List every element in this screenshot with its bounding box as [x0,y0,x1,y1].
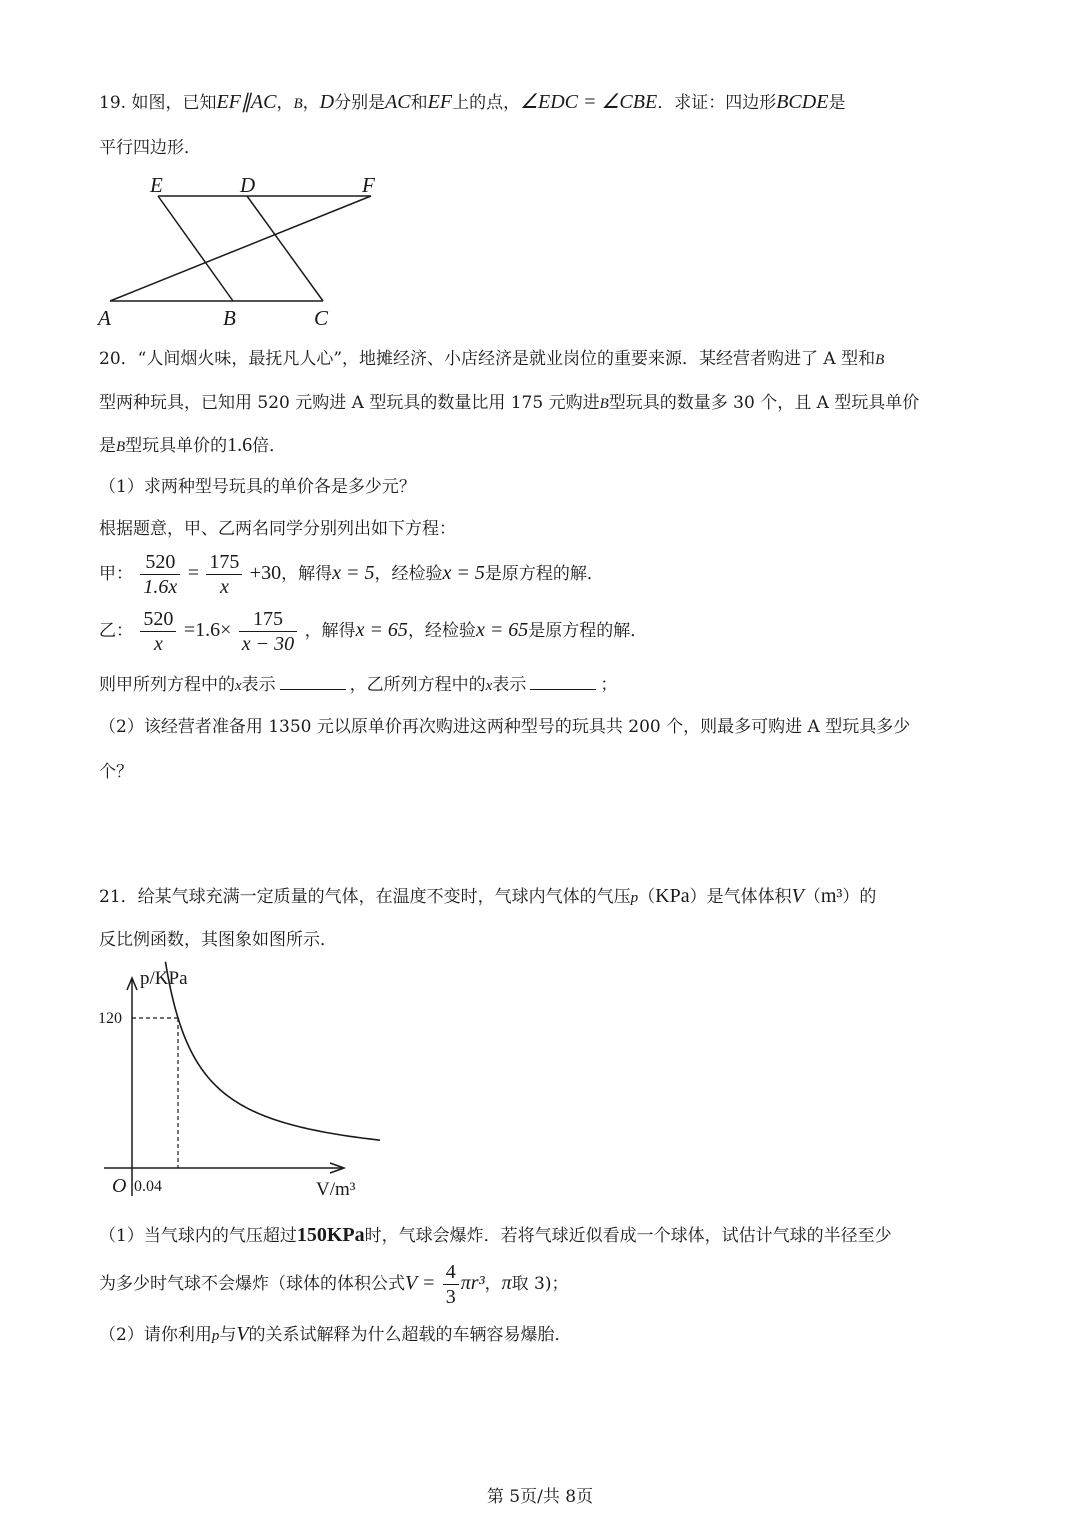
q20-fill-blanks: 则甲所列方程中的x表示 ，乙所列方程中的x表示 ； [99,675,618,695]
segment-EB [158,196,233,301]
label-D: D [240,173,256,197]
y-axis-label: p/KPa [140,968,188,989]
q20-line-1: 20．“人间烟火味，最抚凡人心”，地摊经济、小店经济是就业岗位的重要来源．某经营者购进了 A 型和B [99,349,885,369]
answer-blank-1[interactable] [280,675,346,690]
q21-part-2: （2）请你利用p与V的关系试解释为什么超载的车辆容易爆胎． [99,1323,572,1345]
x-tick-label: 0.04 [134,1178,162,1195]
page-footer: 第 5页/共 8页 [486,1487,594,1507]
label-B: B [223,306,236,330]
segment-AF [110,196,371,301]
q20-jia-equation: 甲： $\frac{520}{1.6x}$ = $\frac{175}{x}$ +30，解得x = 5，经检验x = 5是原方程的解． [99,551,604,598]
q21-part-1-line-2: 为多少时气球不会爆炸（球体的体积公式V = $\frac{4}{3}$ πr³，π取 3)； [99,1261,569,1308]
q20-part-1: （1）求两种型号玩具的单价各是多少元？ [99,477,416,497]
q20-line-2: 型两种玩具，已知用 520 元购进 A 型玩具的数量比用 175 元购进B型玩具的数量多 30 个，且 A 型玩具单价 [99,393,920,413]
x-axis-label: V/m³ [316,1179,356,1200]
origin-label: O [112,1175,127,1197]
inverse-proportion-curve [165,962,380,1165]
q21-line-2: 反比例函数，其图象如图所示． [99,930,337,950]
q19-line-2: 平行四边形． [99,138,201,158]
q21-part-1-line-1: （1）当气球内的气压超过150KPa时，气球会爆炸．若将气球近似看成一个球体，试估计气球的半径至少 [99,1224,892,1246]
q21-line-1: 21．给某气球充满一定质量的气体，在温度不变时，气球内气体的气压p（KPa）是气体体积V（m³）的 [99,885,877,907]
answer-blank-2[interactable] [530,675,596,690]
q19-figure [90,168,400,333]
q20-part-2-line-1: （2）该经营者准备用 1350 元以原单价再次购进这两种型号的玩具共 200 个，则最多可购进 A 型玩具多少 [99,717,911,737]
label-C: C [314,306,329,330]
segment-DC [247,196,323,301]
label-A: A [98,306,111,330]
q20-line-3: 是B型玩具单价的1.6倍． [99,434,287,456]
q19-line-1: 19. 如图，已知EF∥AC，B，D分别是AC和EF上的点，∠EDC = ∠CBE．求证：四边形BCDE是 [99,91,846,113]
label-F: F [362,173,375,197]
q20-intro: 根据题意，甲、乙两名同学分别列出如下方程： [99,519,456,539]
y-tick-label: 120 [98,1010,122,1027]
label-E: E [150,173,163,197]
q20-yi-equation: 乙： $\frac{520}{x}$ =1.6× $\frac{175}{x - 30}$ ，解得x = 65，经检验x = 65是原方程的解． [99,608,648,655]
pressure-volume-graph [90,958,380,1208]
q20-part-2-line-2: 个？ [99,762,133,782]
